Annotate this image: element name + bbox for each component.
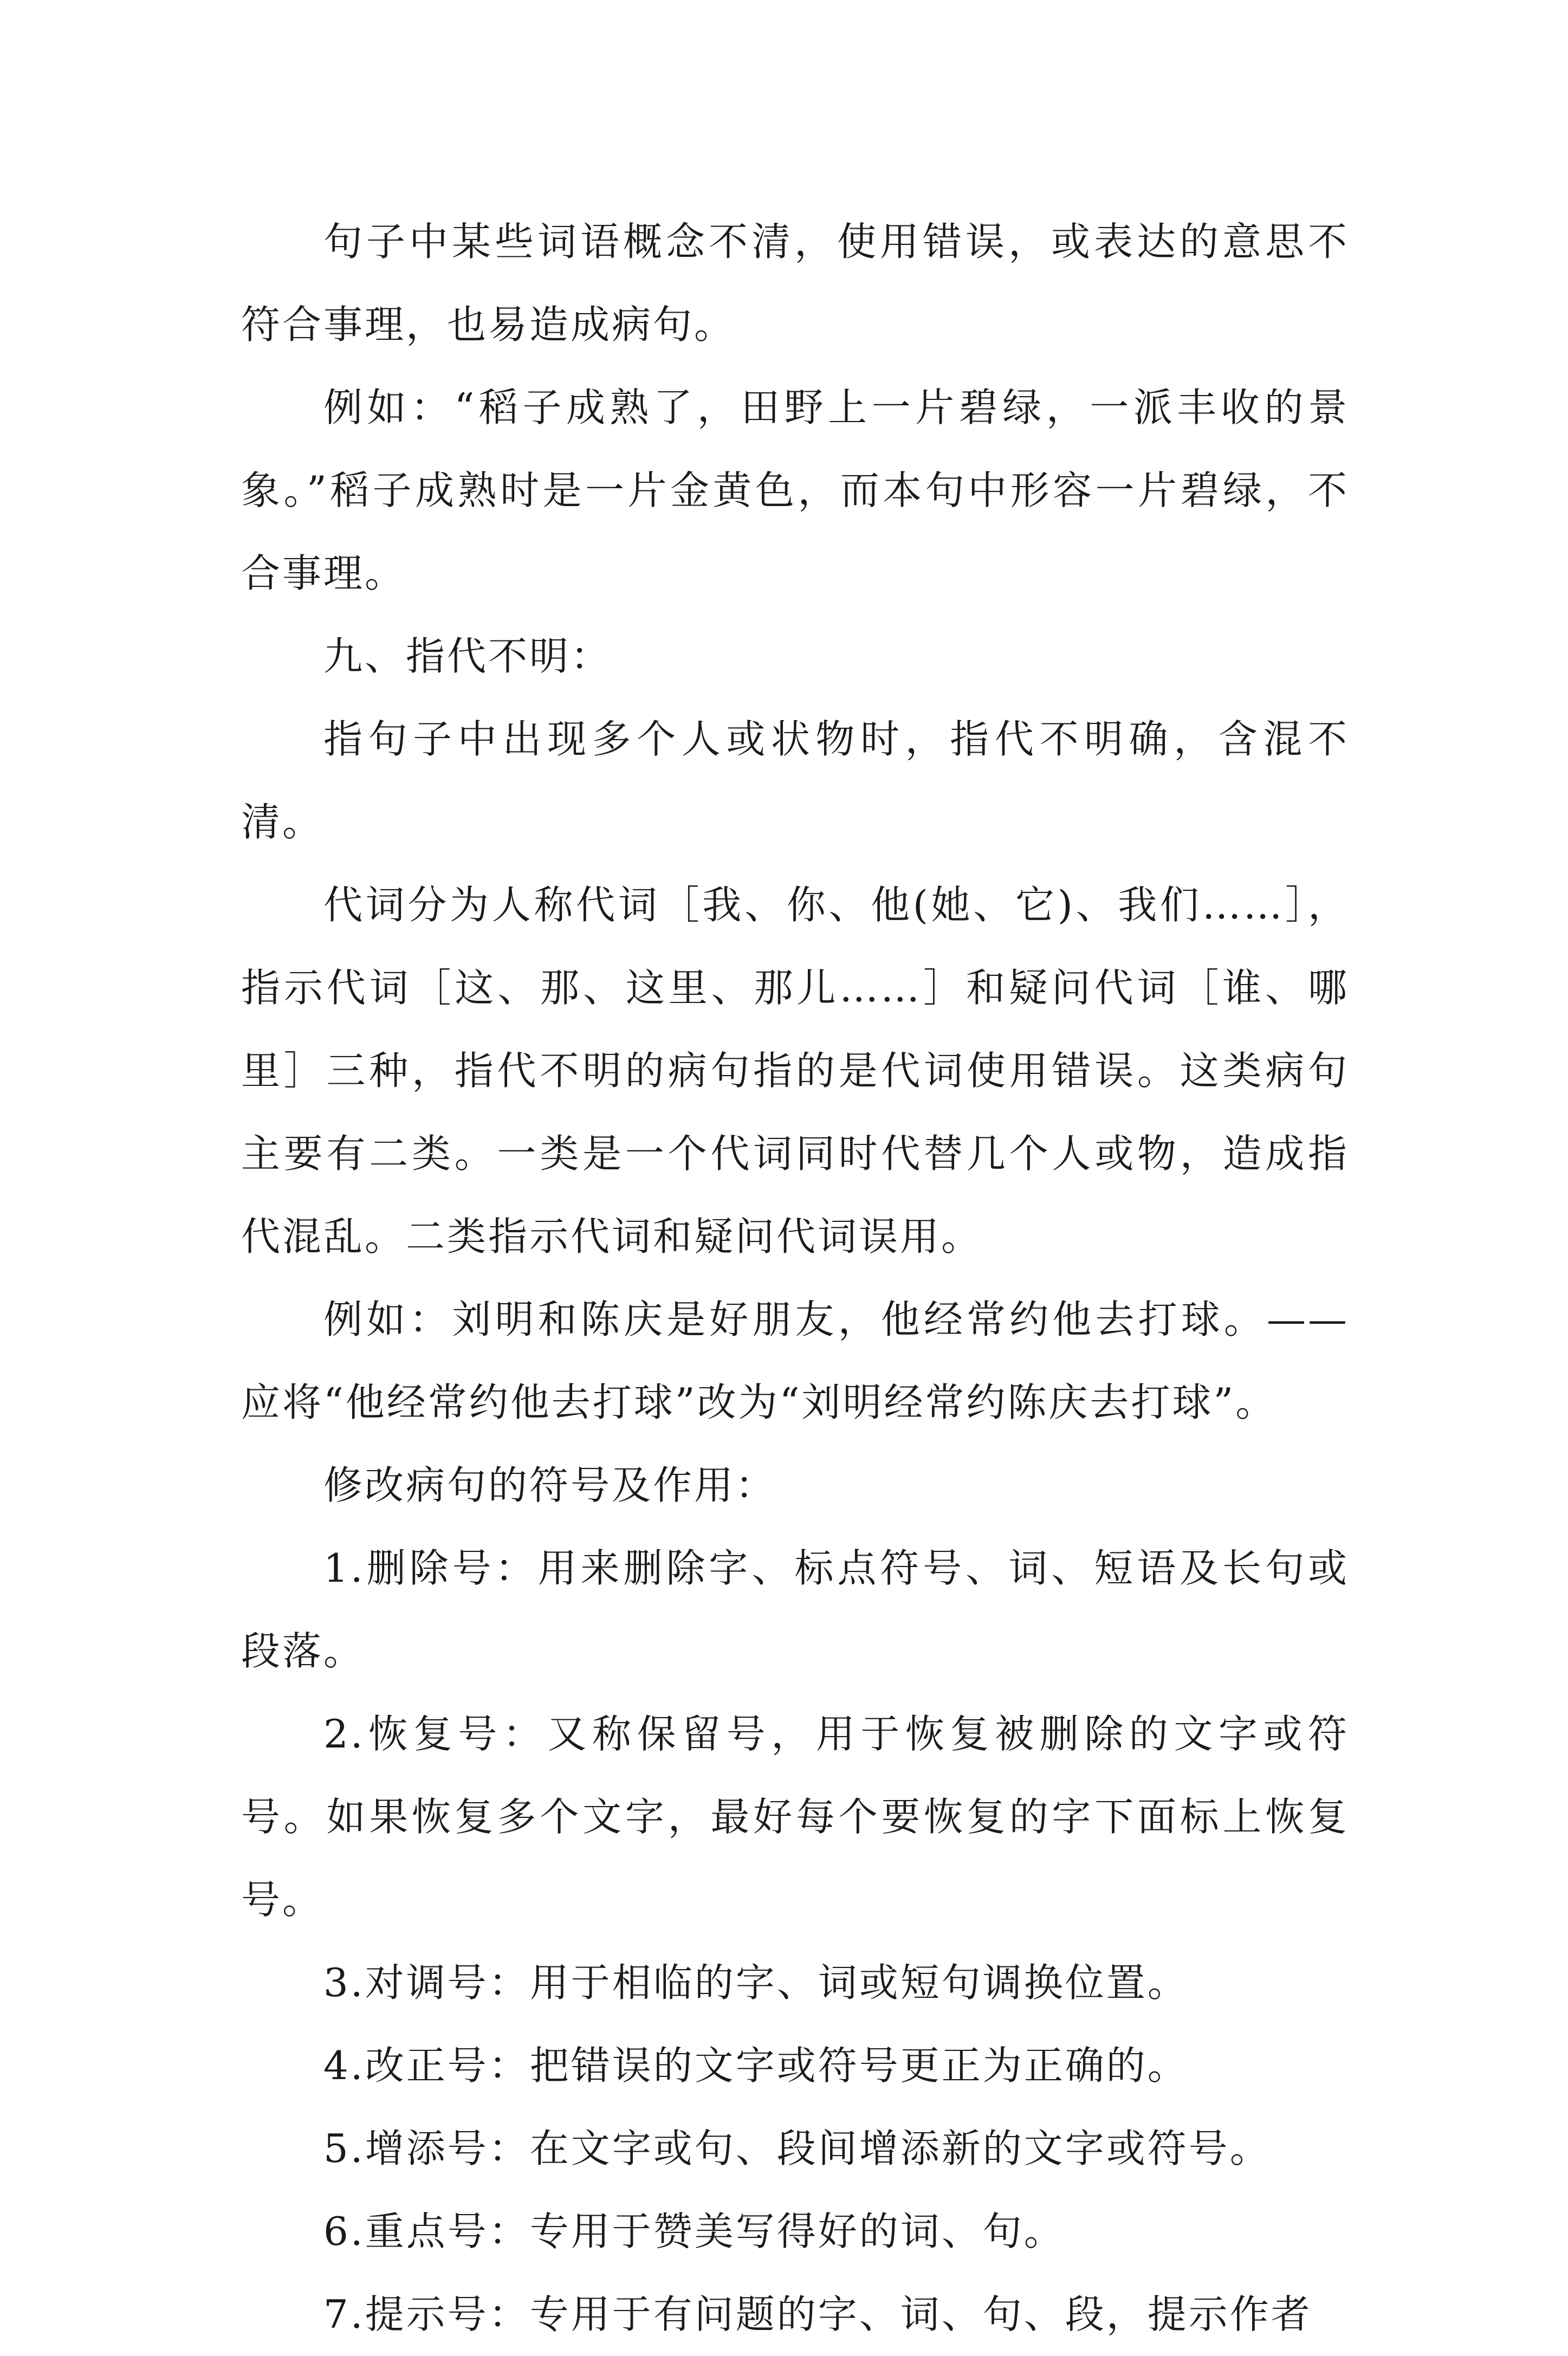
paragraph-pronoun-types: 代词分为人称代词［我、你、他(她、它)、我们……］，指示代词［这、那、这里、那儿……］和疑问代词［谁、哪里］三种，指代不明的病句指的是代词使用错误。这类病句主要有二类。一类是一个代词同时代替几个人或物，造成指代混乱。二类指示代词和疑问代词误用。 xyxy=(241,882,1349,1259)
list-item-emphasis-mark: 6.重点号：专用于赞美写得好的词、句。 xyxy=(323,2209,1065,2254)
document-body xyxy=(241,200,1349,2356)
list-item-delete-mark: 1.删除号：用来删除字、标点符号、词、短语及长句或段落。 xyxy=(241,1545,1349,1674)
paragraph-example-rice: 例如：“稻子成熟了，田野上一片碧绿，一派丰收的景象。”稻子成熟时是一片金黄色，而本句中形容一片碧绿，不合事理。 xyxy=(241,385,1349,596)
paragraph-reference-definition: 指句子中出现多个人或状物时，指代不明确，含混不清。 xyxy=(241,716,1349,845)
list-item-restore-mark: 2.恢复号：又称保留号，用于恢复被删除的文字或符号。如果恢复多个文字，最好每个要恢复的字下面标上恢复号。 xyxy=(241,1711,1349,1923)
list-item-correct-mark: 4.改正号：把错误的文字或符号更正为正确的。 xyxy=(323,2043,1189,2088)
list-item-hint-mark: 7.提示号：专用于有问题的字、词、句、段，提示作者 xyxy=(323,2292,1312,2337)
list-item-swap-mark: 3.对调号：用于相临的字、词或短句调换位置。 xyxy=(323,1960,1189,2005)
section-heading-reference-unclear: 九、指代不明： xyxy=(323,633,612,679)
paragraph-concept-unclear: 句子中某些词语概念不清，使用错误，或表达的意思不符合事理，也易造成病句。 xyxy=(241,219,1349,347)
section-heading-correction-symbols: 修改病句的符号及作用： xyxy=(323,1462,777,1508)
list-item-insert-mark: 5.增添号：在文字或句、段间增添新的文字或符号。 xyxy=(323,2126,1271,2171)
paragraph-example-friends: 例如：刘明和陈庆是好朋友，他经常约他去打球。——应将“他经常约他去打球”改为“刘明经常约陈庆去打球”。 xyxy=(241,1297,1349,1425)
